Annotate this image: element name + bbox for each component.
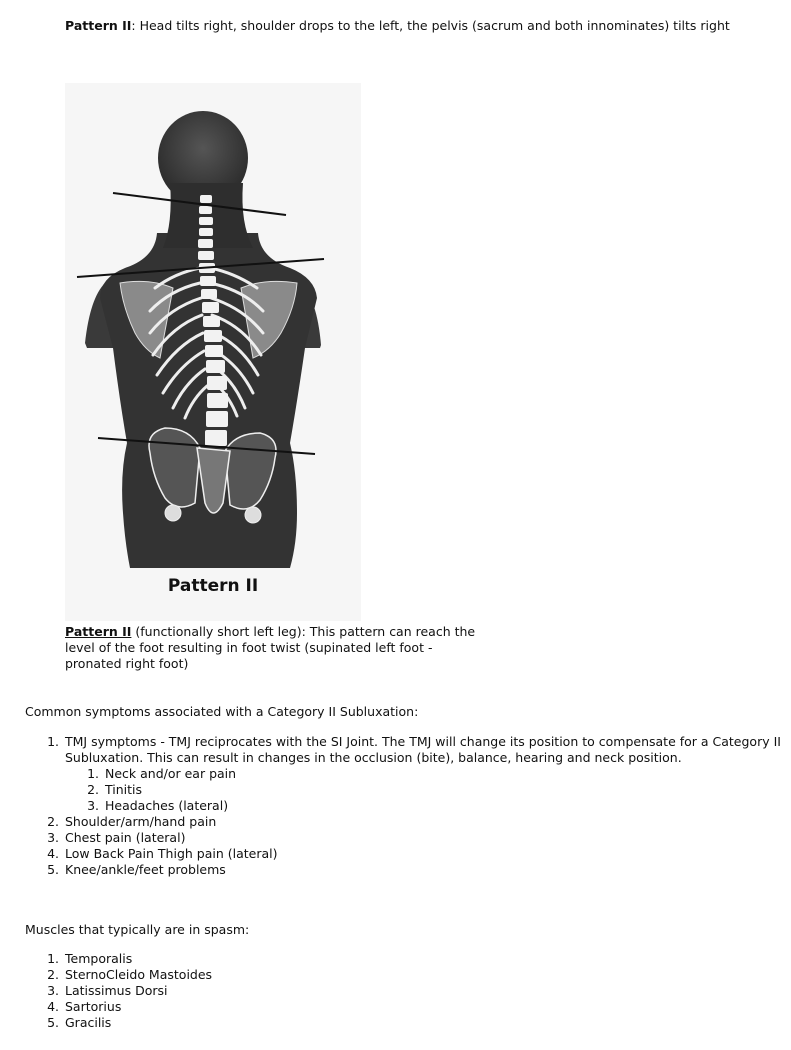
list-item-text: Neck and/or ear pain [105, 766, 237, 781]
list-item-text: Gracilis [65, 1015, 112, 1030]
list-number: 4. [47, 999, 59, 1014]
tmj-sub-list [25, 766, 785, 814]
neck [163, 183, 253, 248]
list-number: 4. [47, 846, 59, 861]
list-number: 2. [47, 967, 59, 982]
list-item-text: Tinitis [105, 782, 143, 797]
muscles-list [25, 951, 425, 1031]
muscles-heading: Muscles that typically are in spasm: [25, 922, 250, 937]
list-item [25, 951, 425, 967]
symptoms-heading: Common symptoms associated with a Category II Subluxation: [25, 704, 419, 719]
list-item-text: Headaches (lateral) [105, 798, 229, 813]
list-item-text: SternoCleido Mastoides [65, 967, 213, 982]
list-item-text: Knee/ankle/feet problems [65, 862, 226, 877]
list-number: 3. [47, 830, 59, 845]
list-item [25, 766, 785, 782]
list-item [25, 967, 425, 983]
list-item-text: Low Back Pain Thigh pain (lateral) [65, 846, 278, 861]
list-item [25, 983, 425, 999]
list-item [25, 830, 785, 846]
list-number: 3. [47, 983, 59, 998]
intro-term: Pattern II [65, 18, 132, 33]
list-number: 1. [47, 734, 59, 749]
list-number: 2. [87, 782, 99, 797]
intro-paragraph [65, 18, 745, 34]
pattern-figure [65, 83, 361, 621]
list-item [25, 999, 425, 1015]
list-item [25, 862, 785, 878]
intro-text: : Head tilts right, shoulder drops to the left, the pelvis (sacrum and both innominates) tilts right [131, 18, 730, 33]
list-number: 5. [47, 862, 59, 877]
list-item-text: Chest pain (lateral) [65, 830, 186, 845]
list-number: 2. [47, 814, 59, 829]
pattern-term: Pattern II [65, 624, 132, 639]
list-item-text: Temporalis [65, 951, 133, 966]
symptoms-list [25, 734, 785, 878]
list-item-text: Latissimus Dorsi [65, 983, 168, 998]
pattern-description [65, 624, 485, 672]
list-item [25, 1015, 425, 1031]
list-item-text: Shoulder/arm/hand pain [65, 814, 217, 829]
pattern-description-text: (functionally short left leg): This pattern can reach the level of the foot resulting in foot twist (supinated left foot - pronated right foot) [65, 624, 476, 671]
list-item [25, 734, 785, 814]
list-item [25, 814, 785, 830]
list-item [25, 798, 785, 814]
list-number: 1. [47, 951, 59, 966]
list-item [25, 846, 785, 862]
list-item [25, 782, 785, 798]
posterior-torso-illustration [65, 83, 361, 573]
list-item-text: TMJ symptoms - TMJ reciprocates with the SI Joint. The TMJ will change its position to compensate for a Category II Subluxation. This can result in changes in the occlusion (bite), balance, hearing and neck position. [65, 734, 781, 765]
list-number: 3. [87, 798, 99, 813]
list-number: 5. [47, 1015, 59, 1030]
list-number: 1. [87, 766, 99, 781]
list-item-text: Sartorius [65, 999, 122, 1014]
figure-caption: Pattern II [167, 576, 259, 596]
